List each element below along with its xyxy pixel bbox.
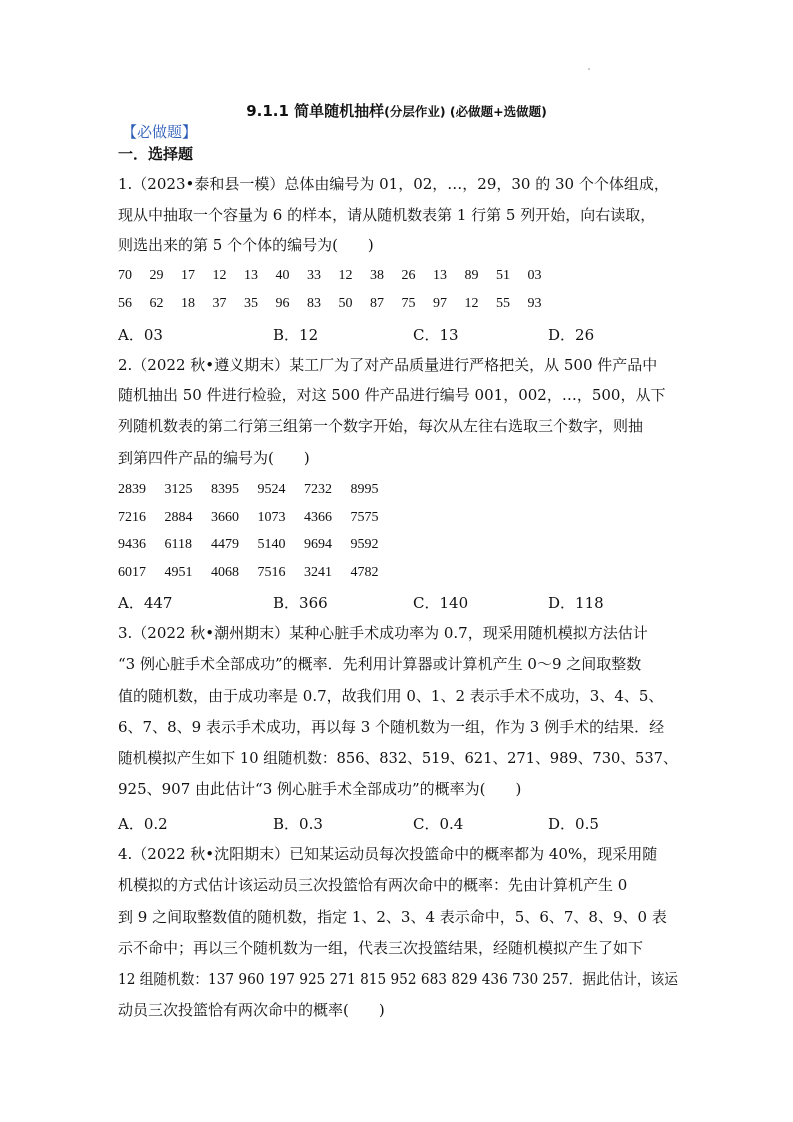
table-cell: 6017 xyxy=(118,565,146,580)
table-cell: 7232 xyxy=(304,482,332,497)
q2-line-3: 列随机数表的第二行第三组第一个数字开始，每次从左往右选取三个数字，则抽 xyxy=(118,417,644,435)
table-cell: 89 xyxy=(464,268,479,283)
q3-line-4: 6、7、8、9 表示手术成功，再以每 3 个随机数为一组，作为 3 例手术的结果．经 xyxy=(118,718,665,736)
q2-table-row-1 xyxy=(118,482,397,498)
table-cell: 62 xyxy=(149,296,164,311)
table-cell: 3241 xyxy=(304,565,332,580)
table-cell: 9694 xyxy=(304,537,332,552)
q3-line-3: 值的随机数，由于成功率是 0.7，故我们用 0、1、2 表示手术不成功，3、4、5、 xyxy=(118,687,664,705)
q2-table-row-3 xyxy=(118,537,397,553)
required-tag: 【必做题】 xyxy=(122,123,198,141)
table-cell: 7516 xyxy=(257,565,286,580)
table-cell: 70 xyxy=(118,268,132,283)
q2-option-d: D．118 xyxy=(548,594,604,612)
q2-option-a: A．447 xyxy=(118,594,173,612)
table-cell: 96 xyxy=(275,296,290,311)
q3-line-6: 925、907 由此估计“3 例心脏手术全部成功”的概率为( ) xyxy=(118,780,522,798)
table-cell: 12 xyxy=(338,268,353,283)
table-cell: 4068 xyxy=(211,565,239,580)
table-cell: 93 xyxy=(527,296,542,311)
table-cell: 13 xyxy=(244,268,258,283)
table-cell: 83 xyxy=(307,296,321,311)
q1-option-c: C．13 xyxy=(413,326,459,344)
q1-line-2: 现从中抽取一个容量为 6 的样本，请从随机数表第 1 行第 5 列开始，向右读取， xyxy=(118,206,656,224)
q1-option-b: B．12 xyxy=(273,326,319,344)
q3-option-c: C．0.4 xyxy=(413,815,464,833)
table-cell: 55 xyxy=(496,296,510,311)
q1-option-d: D．26 xyxy=(548,326,595,344)
q4-line-6: 动员三次投篮恰有两次命中的概率( ) xyxy=(118,1001,385,1019)
q2-line-4: 到第四件产品的编号为( ) xyxy=(118,449,310,467)
q2-option-b: B．366 xyxy=(273,594,328,612)
section-heading: 一．选择题 xyxy=(118,145,194,163)
q2-line-2: 随机抽出 50 件进行检验，对这 500 件产品进行编号 001，002，…，500，从下 xyxy=(118,386,666,404)
table-cell: 9592 xyxy=(350,537,379,552)
table-cell: 7216 xyxy=(118,510,146,525)
q1-table-row-1 xyxy=(118,268,559,284)
table-cell: 18 xyxy=(181,296,195,311)
q4-line-3: 到 9 之间取整数值的随机数，指定 1、2、3、4 表示命中，5、6、7、8、9、0 表 xyxy=(118,908,667,926)
table-cell: 2884 xyxy=(164,510,193,525)
q3-option-d: D．0.5 xyxy=(548,815,599,833)
title-sub: (分层作业) (必做题+选做题) xyxy=(384,104,547,119)
page-title xyxy=(0,100,793,121)
table-cell: 12 xyxy=(464,296,479,311)
q2-table-row-4 xyxy=(118,565,397,581)
q4-line-2: 机模拟的方式估计该运动员三次投篮恰有两次命中的概率：先由计算机产生 0 xyxy=(118,876,628,894)
table-cell: 6118 xyxy=(164,537,192,552)
q3-option-b: B．0.3 xyxy=(273,815,323,833)
table-cell: 9436 xyxy=(118,537,146,552)
table-cell: 97 xyxy=(433,296,447,311)
table-cell: 29 xyxy=(149,268,164,283)
q3-line-1: 3.（2022 秋•潮州期末）某种心脏手术成功率为 0.7，现采用随机模拟方法估计 xyxy=(118,624,648,642)
table-cell: 51 xyxy=(496,268,510,283)
table-cell: 50 xyxy=(338,296,353,311)
table-cell: 4479 xyxy=(211,537,239,552)
table-cell: 5140 xyxy=(257,537,286,552)
q1-table-row-2 xyxy=(118,296,559,312)
q4-line-4: 示不命中；再以三个随机数为一组，代表三次投篮结果，经随机模拟产生了如下 xyxy=(118,939,644,957)
table-cell: 8995 xyxy=(350,482,379,497)
table-cell: 1073 xyxy=(257,510,286,525)
q4-line-1: 4.（2022 秋•沈阳期末）已知某运动员每次投篮命中的概率都为 40%，现采用随 xyxy=(118,845,658,863)
table-cell: 38 xyxy=(370,268,384,283)
q3-line-2: “3 例心脏手术全部成功”的概率．先利用计算器或计算机产生 0～9 之间取整数 xyxy=(118,655,642,673)
q2-option-c: C．140 xyxy=(413,594,469,612)
table-cell: 13 xyxy=(433,268,447,283)
q1-line-1: 1.（2023•泰和县一模）总体由编号为 01，02，…，29，30 的 30 个个体组成， xyxy=(118,175,669,193)
table-cell: 26 xyxy=(401,268,416,283)
table-cell: 7575 xyxy=(350,510,379,525)
q2-line-1: 2.（2022 秋•遵义期末）某工厂为了对产品质量进行严格把关，从 500 件产品中 xyxy=(118,356,658,374)
table-cell: 8395 xyxy=(211,482,239,497)
q3-option-a: A．0.2 xyxy=(118,815,168,833)
table-cell: 12 xyxy=(212,268,227,283)
table-cell: 3660 xyxy=(211,510,239,525)
table-cell: 35 xyxy=(244,296,258,311)
table-cell: 4951 xyxy=(164,565,193,580)
table-cell: 75 xyxy=(401,296,416,311)
table-cell: 87 xyxy=(370,296,384,311)
q4-line-5: 12 组随机数：137 960 197 925 271 815 952 683 829 436 730 257．据此估计，该运 xyxy=(118,970,678,988)
table-cell: 3125 xyxy=(164,482,193,497)
table-cell: 33 xyxy=(307,268,321,283)
q1-option-a: A．03 xyxy=(118,326,163,344)
table-cell: 4366 xyxy=(304,510,332,525)
scan-dot xyxy=(588,68,590,70)
title-main: 9.1.1 简单随机抽样 xyxy=(246,102,385,120)
table-cell: 2839 xyxy=(118,482,146,497)
q3-line-5: 随机模拟产生如下 10 组随机数：856、832、519、621、271、989、730、537、 xyxy=(118,749,678,767)
q1-line-3: 则选出来的第 5 个个体的编号为( ) xyxy=(118,236,374,254)
q2-table-row-2 xyxy=(118,510,397,526)
table-cell: 56 xyxy=(118,296,132,311)
table-cell: 17 xyxy=(181,268,195,283)
table-cell: 37 xyxy=(212,296,227,311)
table-cell: 4782 xyxy=(350,565,379,580)
table-cell: 40 xyxy=(275,268,290,283)
table-cell: 03 xyxy=(527,268,542,283)
table-cell: 9524 xyxy=(257,482,286,497)
